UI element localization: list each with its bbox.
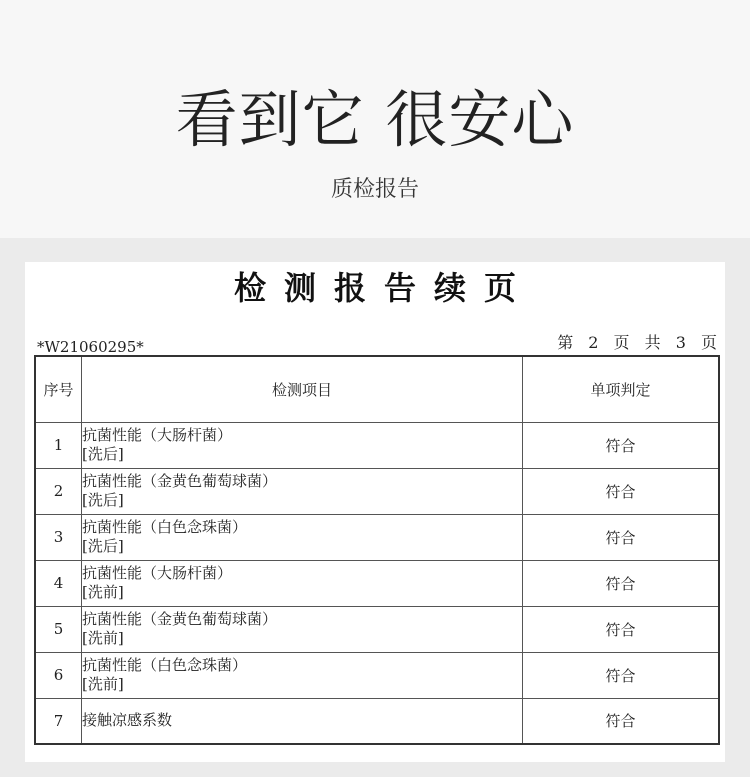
item-name: 抗菌性能（白色念珠菌） xyxy=(82,656,248,674)
row-number: 4 xyxy=(35,560,82,606)
item-condition: [洗后] xyxy=(82,537,124,555)
row-result: 符合 xyxy=(523,606,720,652)
table-row xyxy=(35,422,719,468)
item-condition: [洗前] xyxy=(82,629,124,647)
row-item xyxy=(82,468,523,514)
row-result: 符合 xyxy=(523,468,720,514)
item-condition: [洗前] xyxy=(82,583,124,601)
page-indicator: 第 2 页 共 3 页 xyxy=(557,333,722,352)
table-row xyxy=(35,514,719,560)
row-number: 1 xyxy=(35,422,82,468)
item-name: 接触凉感系数 xyxy=(82,711,173,730)
row-result: 符合 xyxy=(523,698,720,744)
column-header-number: 序号 xyxy=(35,356,82,422)
table-row xyxy=(35,698,719,744)
inspection-table xyxy=(34,355,720,745)
row-number: 3 xyxy=(35,514,82,560)
item-name: 抗菌性能（大肠杆菌） xyxy=(82,426,233,444)
row-result: 符合 xyxy=(523,422,720,468)
report-number: *W21060295* xyxy=(37,338,144,356)
item-name: 抗菌性能（金黄色葡萄球菌） xyxy=(82,472,278,490)
item-condition: [洗前] xyxy=(82,675,124,693)
table-row xyxy=(35,468,719,514)
row-item xyxy=(82,606,523,652)
row-result: 符合 xyxy=(523,514,720,560)
table-row xyxy=(35,560,719,606)
row-number: 5 xyxy=(35,606,82,652)
item-name: 抗菌性能（大肠杆菌） xyxy=(82,564,233,582)
table-header-row xyxy=(35,356,719,422)
column-header-result: 单项判定 xyxy=(523,356,720,422)
table-row xyxy=(35,606,719,652)
row-item xyxy=(82,514,523,560)
row-result: 符合 xyxy=(523,560,720,606)
row-item xyxy=(82,652,523,698)
report-title: 检测报告续页 xyxy=(233,269,534,307)
item-name: 抗菌性能（白色念珠菌） xyxy=(82,518,248,536)
column-header-item: 检测项目 xyxy=(82,356,523,422)
item-condition: [洗后] xyxy=(82,491,124,509)
item-condition: [洗后] xyxy=(82,445,124,463)
row-number: 6 xyxy=(35,652,82,698)
row-result: 符合 xyxy=(523,652,720,698)
row-item xyxy=(82,422,523,468)
headline: 看到它 很安心 xyxy=(175,83,575,156)
subheadline: 质检报告 xyxy=(330,177,419,202)
row-item xyxy=(82,560,523,606)
row-number: 7 xyxy=(35,698,82,744)
row-number: 2 xyxy=(35,468,82,514)
row-item xyxy=(82,698,523,744)
item-name: 抗菌性能（金黄色葡萄球菌） xyxy=(82,610,278,628)
table-row xyxy=(35,652,719,698)
